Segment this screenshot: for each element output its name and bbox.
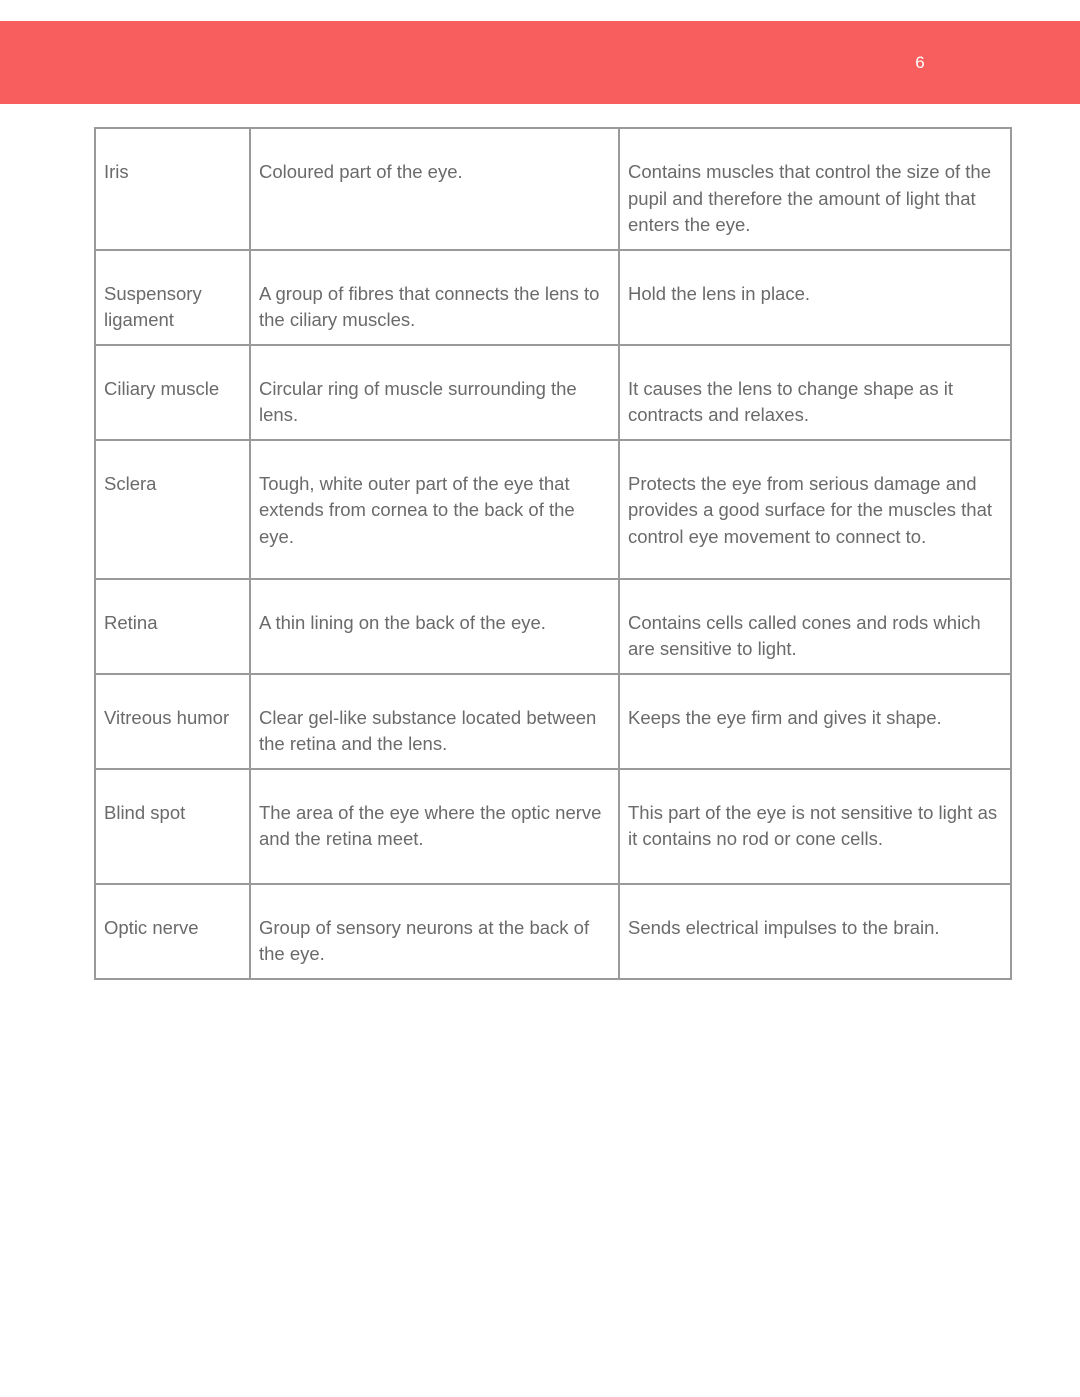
part-name-cell: Optic nerve [95, 884, 250, 979]
part-name-cell: Sclera [95, 440, 250, 579]
description-cell: A group of fibres that connects the lens to the ciliary muscles. [250, 250, 619, 345]
eye-parts-table [94, 127, 1012, 980]
table-row [95, 884, 1011, 979]
description-cell: A thin lining on the back of the eye. [250, 579, 619, 674]
part-name-cell: Vitreous humor [95, 674, 250, 769]
table-row [95, 579, 1011, 674]
function-cell: It causes the lens to change shape as it contracts and relaxes. [619, 345, 1011, 440]
function-cell: Protects the eye from serious damage and provides a good surface for the muscles that control eye movement to connect to. [619, 440, 1011, 579]
function-cell: This part of the eye is not sensitive to light as it contains no rod or cone cells. [619, 769, 1011, 884]
part-name-cell: Ciliary muscle [95, 345, 250, 440]
table-row [95, 440, 1011, 579]
table-row [95, 128, 1011, 250]
function-cell: Sends electrical impulses to the brain. [619, 884, 1011, 979]
function-cell: Keeps the eye firm and gives it shape. [619, 674, 1011, 769]
part-name-cell: Retina [95, 579, 250, 674]
table-row [95, 345, 1011, 440]
table-row [95, 769, 1011, 884]
description-cell: Group of sensory neurons at the back of the eye. [250, 884, 619, 979]
function-cell: Contains muscles that control the size of the pupil and therefore the amount of light that enters the eye. [619, 128, 1011, 250]
table-row [95, 674, 1011, 769]
description-cell: Coloured part of the eye. [250, 128, 619, 250]
part-name-cell: Iris [95, 128, 250, 250]
table-row [95, 250, 1011, 345]
function-cell: Hold the lens in place. [619, 250, 1011, 345]
page-number: 6 [915, 53, 925, 72]
function-cell: Contains cells called cones and rods which are sensitive to light. [619, 579, 1011, 674]
description-cell: Clear gel-like substance located between the retina and the lens. [250, 674, 619, 769]
description-cell: Tough, white outer part of the eye that extends from cornea to the back of the eye. [250, 440, 619, 579]
part-name-cell: Suspensory ligament [95, 250, 250, 345]
description-cell: The area of the eye where the optic nerve and the retina meet. [250, 769, 619, 884]
part-name-cell: Blind spot [95, 769, 250, 884]
description-cell: Circular ring of muscle surrounding the lens. [250, 345, 619, 440]
